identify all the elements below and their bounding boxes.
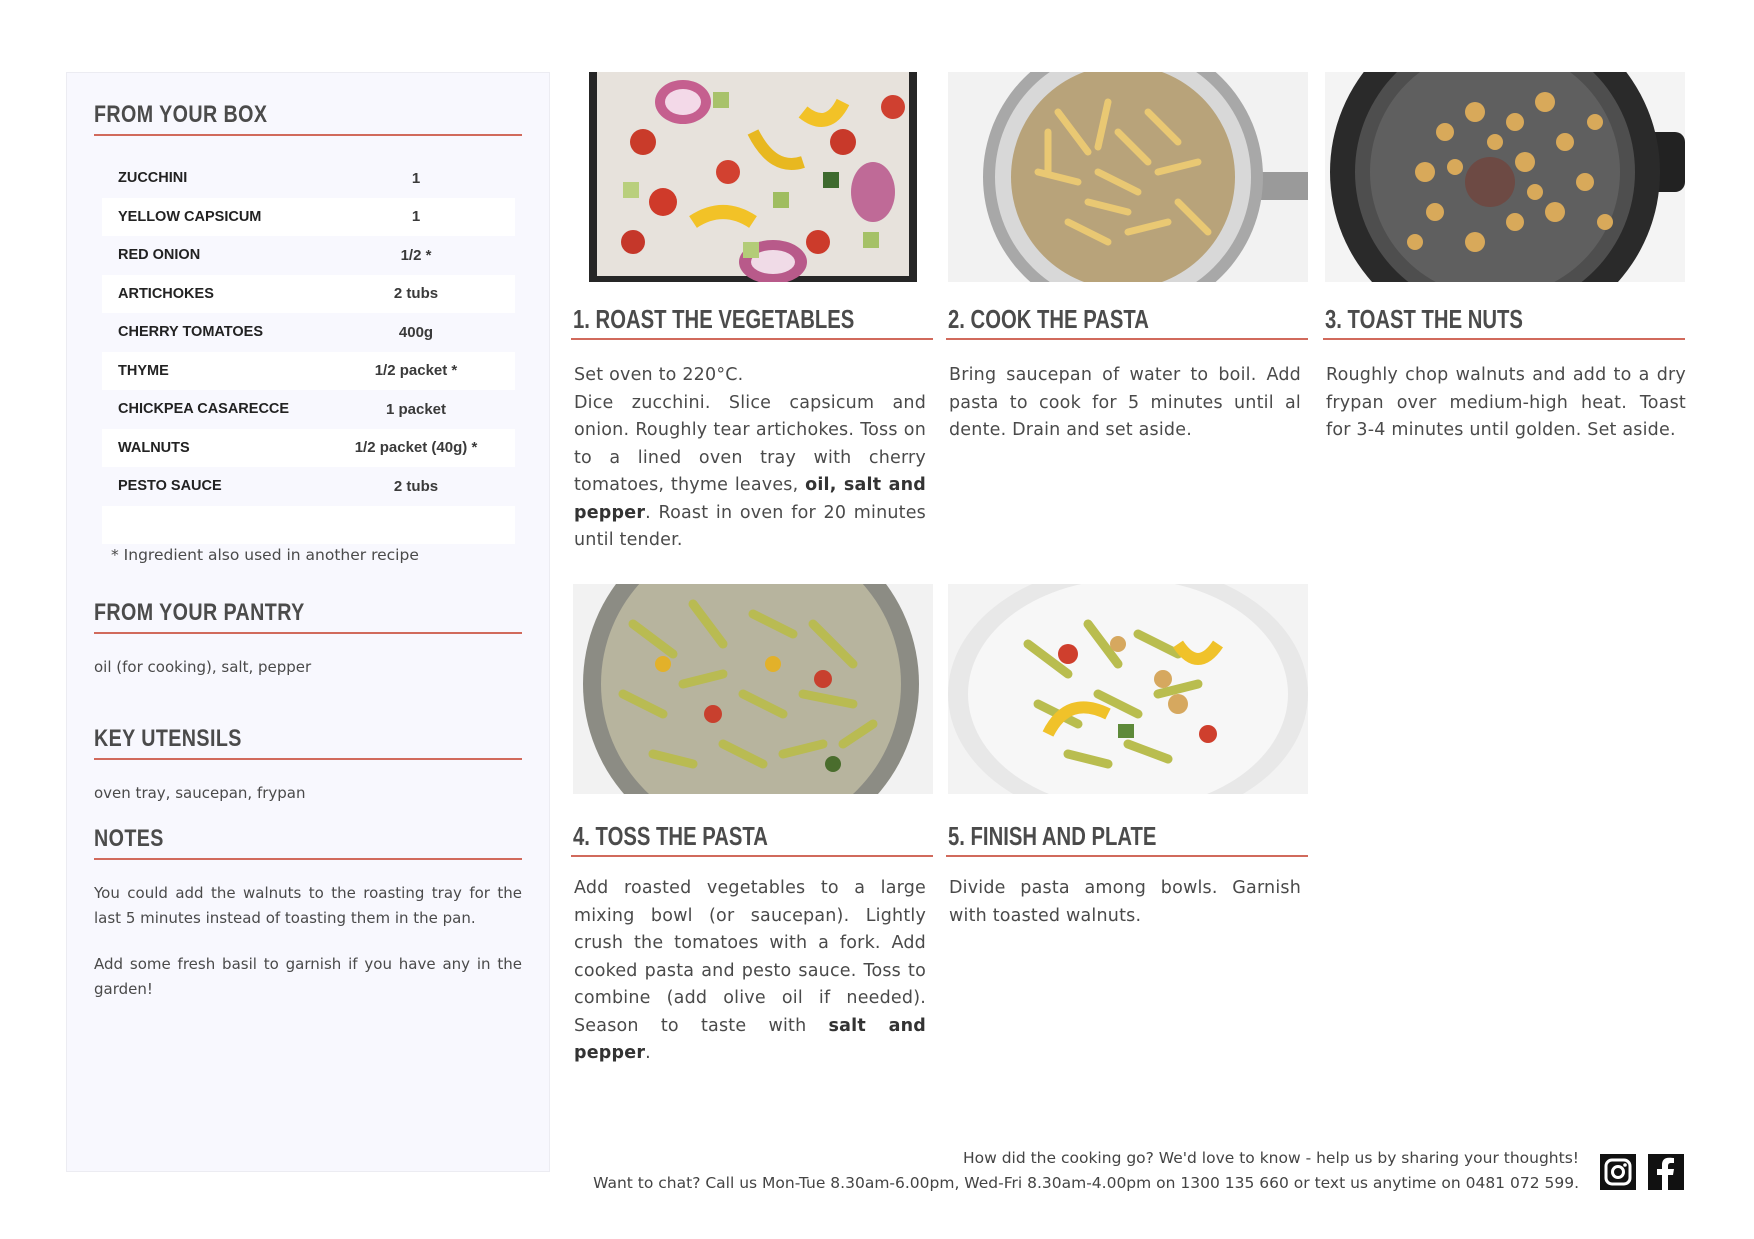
- section-divider: [94, 758, 522, 760]
- footer-contact: [593, 1146, 1579, 1196]
- ingredient-name: CHICKPEA CASARECCE: [118, 401, 290, 418]
- step-2-photo: [948, 72, 1308, 282]
- step-5-photo: [948, 584, 1308, 794]
- ingredients-panel: [66, 72, 550, 1172]
- step-5-title: 5. FINISH AND PLATE: [948, 821, 1157, 851]
- ingredient-name: WALNUTS: [118, 439, 190, 456]
- ingredient-qty: 2 tubs: [393, 477, 439, 495]
- ingredient-name: YELLOW CAPSICUM: [118, 208, 262, 225]
- facebook-icon[interactable]: [1648, 1154, 1684, 1190]
- utensils-text: oven tray, saucepan, frypan: [94, 784, 306, 802]
- from-your-pantry-title: FROM YOUR PANTRY: [94, 599, 305, 626]
- ingredient-name: PESTO SAUCE: [118, 478, 222, 495]
- ingredient-row: [102, 198, 515, 237]
- step-3-title: 3. TOAST THE NUTS: [1325, 304, 1523, 334]
- step-1-line: Dice zucchini. Slice capsicum and onion. Roughly tear artichokes. Toss on to a lined oven tray with cherry tomatoes, thyme leaves,: [574, 392, 926, 495]
- notes-title: NOTES: [94, 825, 164, 852]
- step-2-title: 2. COOK THE PASTA: [948, 304, 1149, 334]
- ingredient-qty: 1/2 *: [400, 246, 432, 264]
- step-4-title: 4. TOSS THE PASTA: [573, 821, 768, 851]
- ingredient-row: [102, 159, 515, 198]
- ingredient-qty: 1: [411, 169, 421, 187]
- ingredient-qty: 400g: [398, 323, 434, 341]
- ingredient-qty: 2 tubs: [393, 285, 439, 303]
- instagram-icon[interactable]: [1600, 1154, 1636, 1190]
- section-divider: [94, 134, 522, 136]
- step-1-bold: oil, salt and pepper: [574, 475, 926, 523]
- contact-text: Want to chat? Call us Mon-Tue 8.30am-6.00pm, Wed-Fri 8.30am-4.00pm on 1300 135 660 or text us anytime on 0481 072 599.: [593, 1174, 1579, 1192]
- ingredient-footnote: * Ingredient also used in another recipe: [111, 546, 419, 564]
- step-divider: [946, 338, 1308, 340]
- step-4-line: .: [645, 1043, 651, 1063]
- step-divider: [571, 855, 933, 857]
- step-3-photo: [1325, 72, 1685, 282]
- ingredient-row: [102, 275, 515, 314]
- step-4-text: [574, 875, 926, 1068]
- ingredient-row: [102, 467, 515, 506]
- ingredient-name: CHERRY TOMATOES: [118, 324, 264, 341]
- ingredient-name: ZUCCHINI: [118, 170, 188, 187]
- step-divider: [946, 855, 1308, 857]
- step-1-title: 1. ROAST THE VEGETABLES: [573, 304, 855, 334]
- step-2-text: Bring saucepan of water to boil. Add pasta to cook for 5 minutes until al dente. Drain and set aside.: [949, 365, 1301, 440]
- note-paragraph: You could add the walnuts to the roasting tray for the last 5 minutes instead of toasting them in the pan.: [94, 884, 522, 927]
- step-1-line: . Roast in oven for 20 minutes until tender.: [574, 502, 926, 550]
- ingredient-name: ARTICHOKES: [118, 285, 214, 302]
- step-1-text: [574, 362, 926, 555]
- step-1-line: Set oven to 220°C.: [574, 365, 744, 385]
- ingredient-qty: 1 packet: [385, 400, 447, 418]
- step-5-text: Divide pasta among bowls. Garnish with toasted walnuts.: [949, 878, 1301, 926]
- ingredient-table: [102, 159, 515, 544]
- feedback-text: How did the cooking go? We'd love to know - help us by sharing your thoughts!: [962, 1149, 1579, 1167]
- step-4-photo: [573, 584, 933, 794]
- ingredient-row: [102, 352, 515, 391]
- step-1-photo: [573, 72, 933, 282]
- ingredient-row-empty: [102, 506, 515, 545]
- key-utensils-title: KEY UTENSILS: [94, 725, 242, 752]
- ingredient-row: [102, 390, 515, 429]
- step-4-bold: salt and pepper: [574, 1015, 926, 1063]
- note-paragraph: Add some fresh basil to garnish if you have any in the garden!: [94, 955, 522, 998]
- ingredient-qty: 1/2 packet *: [374, 362, 458, 380]
- step-3-text: Roughly chop walnuts and add to a dry frypan over medium-high heat. Toast for 3-4 minutes until golden. Set aside.: [1326, 365, 1686, 440]
- ingredient-name: THYME: [118, 362, 169, 379]
- step-divider: [1323, 338, 1685, 340]
- ingredient-qty: 1: [411, 208, 421, 226]
- from-your-box-title: FROM YOUR BOX: [94, 101, 268, 128]
- notes-body: [94, 881, 522, 1023]
- step-4-line: Add roasted vegetables to a large mixing bowl (or saucepan). Lightly crush the tomatoes with a fork. Add cooked pasta and pesto sauce. Toss to combine (add olive oil if needed). Season to taste with: [574, 878, 926, 1036]
- pantry-text: oil (for cooking), salt, pepper: [94, 658, 312, 676]
- section-divider: [94, 632, 522, 634]
- ingredient-qty: 1/2 packet (40g) *: [354, 439, 478, 457]
- ingredient-row: [102, 236, 515, 275]
- ingredient-name: RED ONION: [118, 247, 201, 264]
- section-divider: [94, 858, 522, 860]
- step-divider: [571, 338, 933, 340]
- ingredient-row: [102, 313, 515, 352]
- ingredient-row: [102, 429, 515, 468]
